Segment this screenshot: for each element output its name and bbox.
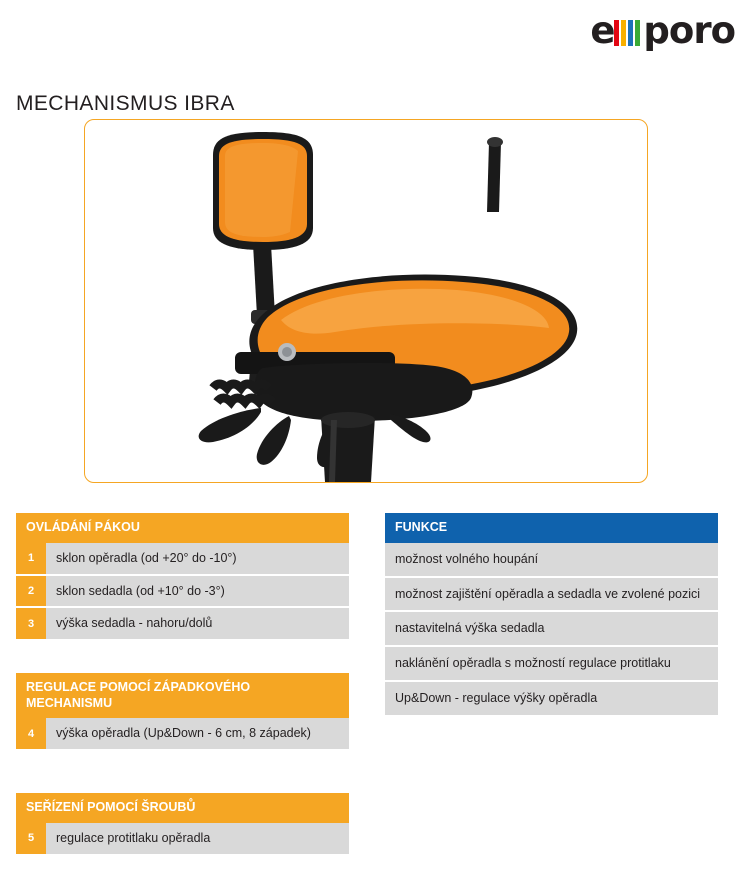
row-number: 3 [16,608,46,639]
row-text: sklon opěradla (od +20° do -10°) [46,543,349,574]
row-text: nastavitelná výška sedadla [385,612,718,645]
table-lever-control [16,513,349,641]
table-screw-header: SEŘÍZENÍ POMOCÍ ŠROUBŮ [16,793,349,823]
logo-text-right: poro [643,8,735,52]
chair-svg [85,120,647,482]
table-row [385,578,718,613]
page-title: MECHANISMUS IBRA [16,92,235,116]
table-row [16,718,349,751]
logo-bar-yellow [621,20,626,46]
logo-bar-green [635,20,640,46]
row-text: výška opěradla (Up&Down - 6 cm, 8 západek) [46,718,349,749]
logo-text-left: e [590,8,615,52]
row-text: sklon sedadla (od +10° do -3°) [46,576,349,607]
table-row [16,608,349,641]
row-number: 2 [16,576,46,607]
table-row [385,647,718,682]
row-text: naklánění opěradla s možností regulace protitlaku [385,647,718,680]
emporo-logo [590,8,735,52]
table-row [16,576,349,609]
table-row [16,823,349,856]
table-functions-header: FUNKCE [385,513,718,543]
table-row [385,612,718,647]
logo-color-bars [614,16,642,46]
row-text: Up&Down - regulace výšky opěradla [385,682,718,715]
row-text: možnost zajištění opěradla a sedadla ve zvolené pozici [385,578,718,611]
row-number: 1 [16,543,46,574]
table-row [385,543,718,578]
row-text: regulace protitlaku opěradla [46,823,349,854]
chair-illustration [85,120,647,482]
table-screw-control [16,793,349,856]
row-number: 4 [16,718,46,749]
table-lever-header: OVLÁDÁNÍ PÁKOU [16,513,349,543]
row-text: možnost volného houpání [385,543,718,576]
logo-bar-red [614,20,619,46]
row-text: výška sedadla - nahoru/dolů [46,608,349,639]
table-row [385,682,718,717]
logo-bar-blue [628,20,633,46]
row-number: 5 [16,823,46,854]
table-ratchet-header: REGULACE POMOCÍ ZÁPADKOVÉHO MECHANISMU [16,673,349,718]
table-ratchet-control [16,673,349,751]
table-functions [385,513,718,717]
product-image-panel [84,119,648,483]
table-row [16,543,349,576]
